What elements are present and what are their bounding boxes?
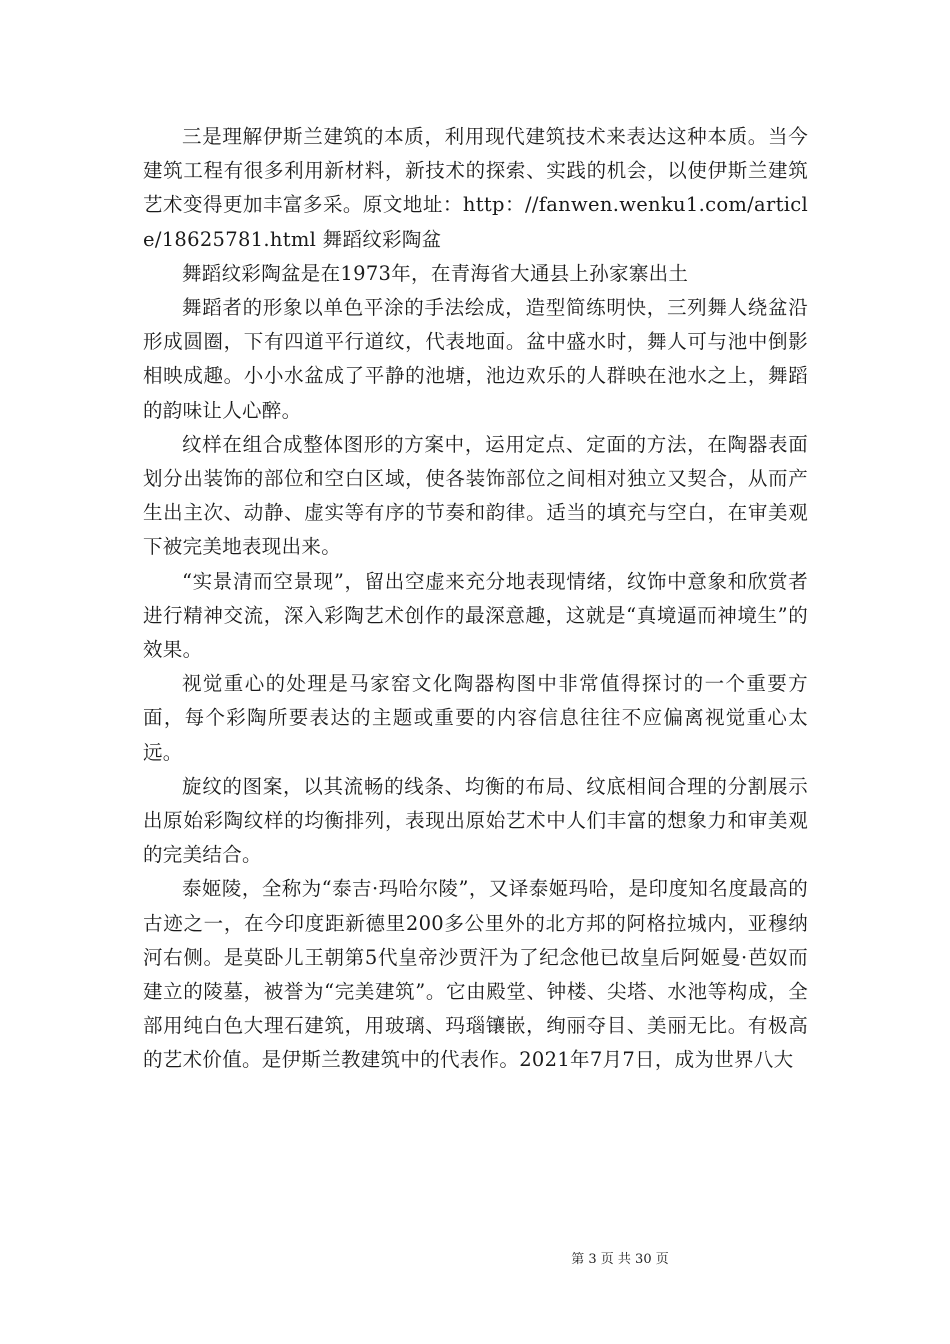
paragraph: 旋纹的图案，以其流畅的线条、均衡的布局、纹底相间合理的分割展示出原始彩陶纹样的均衡排列，表现出原始艺术中人们丰富的想象力和审美观的完美结合。 [143, 774, 808, 867]
paragraph: 舞蹈者的形象以单色平涂的手法绘成，造型简练明快，三列舞人绕盆沿形成圆圈，下有四道平行道纹，代表地面。盆中盛水时，舞人可与池中倒影相映成趣。小小水盆成了平静的池塘，池边欢乐的人群映在池水之上，舞蹈的韵味让人心醉。 [143, 296, 808, 422]
page-number-footer: 第 3 页 共 30 页 [571, 1252, 669, 1267]
paragraph: 泰姬陵，全称为“泰吉·玛哈尔陵”，又译泰姬玛哈，是印度知名度最高的古迹之一，在今印度距新德里200多公里外的北方邦的阿格拉城内，亚穆纳河右侧。是莫卧儿王朝第5代皇帝沙贾汗为了纪念他已故皇后阿姬曼·芭奴而建立的陵墓，被誉为“完美建筑”。它由殿堂、钟楼、尖塔、水池等构成，全部用纯白色大理石建筑，用玻璃、玛瑙镶嵌，绚丽夺目、美丽无比。有极高的艺术价值。是伊斯兰教建筑中的代表作。2021年7月7日，成为世界八大 [143, 877, 808, 1072]
paragraph: 视觉重心的处理是马家窑文化陶器构图中非常值得探讨的一个重要方面，每个彩陶所要表达的主题或重要的内容信息往往不应偏离视觉重心太远。 [143, 672, 808, 764]
paragraph: 三是理解伊斯兰建筑的本质，利用现代建筑技术来表达这种本质。当今建筑工程有很多利用新材料，新技术的探索、实践的机会，以使伊斯兰建筑艺术变得更加丰富多采。原文地址：http：//fanwen.wenku1.com/article/18625781.html 舞蹈纹彩陶盆 [143, 125, 808, 251]
paragraph: “实景清而空景现”，留出空虚来充分地表现情绪，纹饰中意象和欣赏者进行精神交流，深入彩陶艺术创作的最深意趣，这就是“真境逼而神境生”的效果。 [143, 569, 808, 662]
paragraph: 纹样在组合成整体图形的方案中，运用定点、定面的方法，在陶器表面划分出装饰的部位和空白区域，使各装饰部位之间相对独立又契合，从而产生出主次、动静、虚实等有序的节奏和韵律。适当的填充与空白，在审美观下被完美地表现出来。 [143, 432, 808, 559]
document-body [143, 120, 808, 1078]
paragraph: 舞蹈纹彩陶盆是在1973年，在青海省大通县上孙家寨出土 [182, 261, 689, 285]
